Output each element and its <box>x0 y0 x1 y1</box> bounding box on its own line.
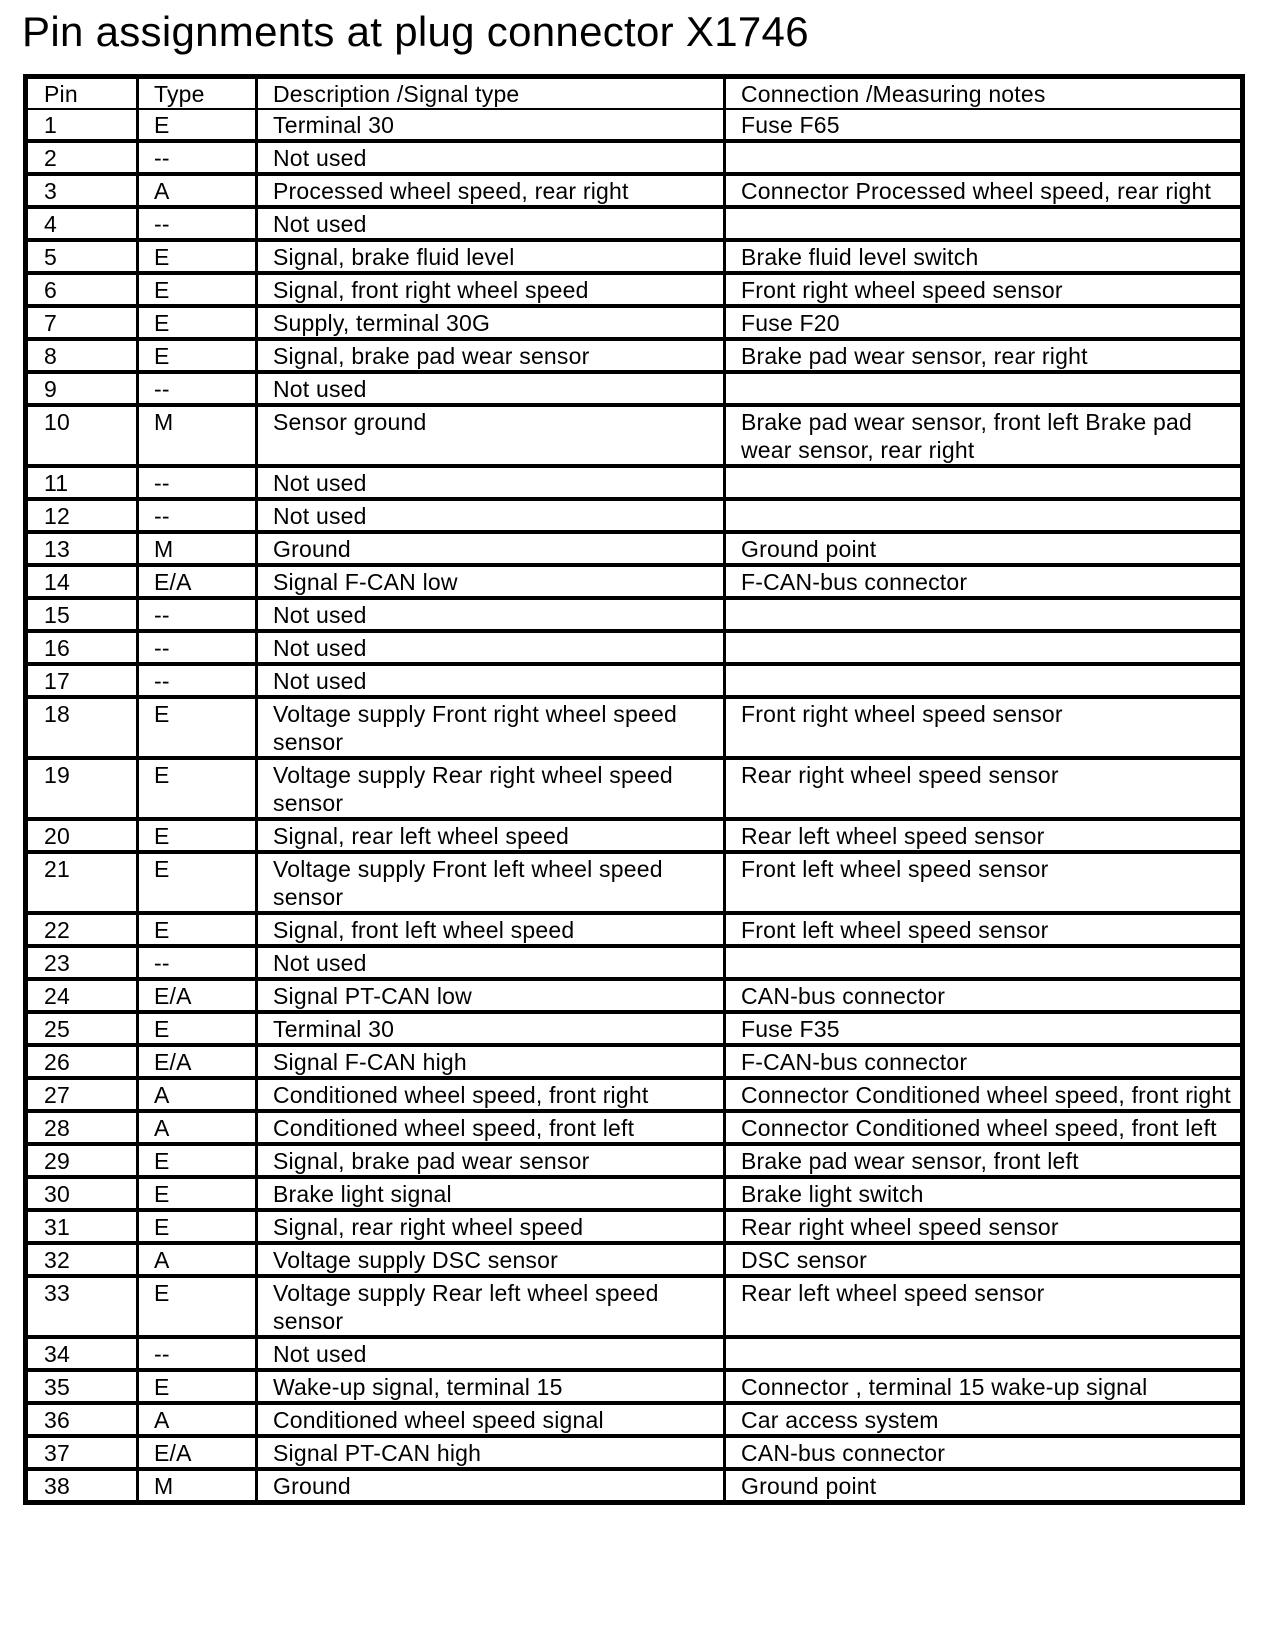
pin-cell: 11 <box>26 466 138 499</box>
connection-cell <box>725 1337 1243 1370</box>
type-cell: -- <box>138 1337 257 1370</box>
connection-cell: Brake light switch <box>725 1177 1243 1210</box>
type-cell: -- <box>138 207 257 240</box>
type-cell: A <box>138 1078 257 1111</box>
description-cell: Terminal 30 <box>257 109 725 141</box>
type-cell: E <box>138 852 257 913</box>
table-row <box>26 1243 1243 1276</box>
description-cell: Signal, front right wheel speed <box>257 273 725 306</box>
description-cell: Wake-up signal, terminal 15 <box>257 1370 725 1403</box>
table-row <box>26 1337 1243 1370</box>
connection-cell: F-CAN-bus connector <box>725 1045 1243 1078</box>
pin-cell: 32 <box>26 1243 138 1276</box>
description-cell: Signal PT-CAN high <box>257 1436 725 1469</box>
type-cell: E/A <box>138 1045 257 1078</box>
description-cell: Sensor ground <box>257 405 725 466</box>
connection-cell: Front left wheel speed sensor <box>725 852 1243 913</box>
table-row <box>26 273 1243 306</box>
connection-cell: Ground point <box>725 532 1243 565</box>
type-cell: -- <box>138 466 257 499</box>
pin-cell: 36 <box>26 1403 138 1436</box>
type-cell: E <box>138 1012 257 1045</box>
table-row <box>26 466 1243 499</box>
pin-cell: 17 <box>26 664 138 697</box>
table-row <box>26 372 1243 405</box>
table-row <box>26 1210 1243 1243</box>
description-cell: Not used <box>257 372 725 405</box>
description-cell: Not used <box>257 631 725 664</box>
table-row <box>26 306 1243 339</box>
table-row <box>26 1012 1243 1045</box>
connection-cell <box>725 631 1243 664</box>
type-cell: -- <box>138 141 257 174</box>
table-row <box>26 913 1243 946</box>
table-row <box>26 946 1243 979</box>
description-cell: Not used <box>257 141 725 174</box>
pin-cell: 6 <box>26 273 138 306</box>
description-cell: Not used <box>257 466 725 499</box>
pin-cell: 9 <box>26 372 138 405</box>
table-row <box>26 240 1243 273</box>
type-cell: E <box>138 913 257 946</box>
page-title: Pin assignments at plug connector X1746 <box>22 8 809 55</box>
description-cell: Not used <box>257 207 725 240</box>
table-row <box>26 174 1243 207</box>
pin-cell: 26 <box>26 1045 138 1078</box>
type-cell: -- <box>138 499 257 532</box>
connection-cell: Brake pad wear sensor, rear right <box>725 339 1243 372</box>
pin-cell: 22 <box>26 913 138 946</box>
description-cell: Signal F-CAN high <box>257 1045 725 1078</box>
type-cell: E/A <box>138 565 257 598</box>
type-cell: E <box>138 240 257 273</box>
type-cell: -- <box>138 946 257 979</box>
pin-cell: 16 <box>26 631 138 664</box>
table-row <box>26 1045 1243 1078</box>
pin-cell: 31 <box>26 1210 138 1243</box>
table-row <box>26 141 1243 174</box>
connection-cell: Fuse F35 <box>725 1012 1243 1045</box>
pin-cell: 7 <box>26 306 138 339</box>
connection-cell: Connector Processed wheel speed, rear right <box>725 174 1243 207</box>
connection-cell <box>725 598 1243 631</box>
description-cell: Voltage supply DSC sensor <box>257 1243 725 1276</box>
table-row <box>26 1370 1243 1403</box>
description-cell: Signal, front left wheel speed <box>257 913 725 946</box>
connection-cell: Front right wheel speed sensor <box>725 697 1243 758</box>
connection-cell: Brake fluid level switch <box>725 240 1243 273</box>
table-row <box>26 565 1243 598</box>
connection-cell <box>725 946 1243 979</box>
connection-cell: CAN-bus connector <box>725 979 1243 1012</box>
pin-cell: 28 <box>26 1111 138 1144</box>
pin-cell: 15 <box>26 598 138 631</box>
table-row <box>26 819 1243 852</box>
connection-cell: Car access system <box>725 1403 1243 1436</box>
connection-cell: Ground point <box>725 1469 1243 1503</box>
type-cell: A <box>138 1111 257 1144</box>
connection-cell: F-CAN-bus connector <box>725 565 1243 598</box>
pin-cell: 5 <box>26 240 138 273</box>
description-cell: Signal, brake pad wear sensor <box>257 339 725 372</box>
table-row <box>26 631 1243 664</box>
type-cell: M <box>138 532 257 565</box>
pin-cell: 29 <box>26 1144 138 1177</box>
column-header-pin: Pin <box>26 77 138 110</box>
table-row <box>26 697 1243 758</box>
connection-cell: Connector Conditioned wheel speed, front right <box>725 1078 1243 1111</box>
pin-cell: 38 <box>26 1469 138 1503</box>
connection-cell: Fuse F65 <box>725 109 1243 141</box>
table-row <box>26 1469 1243 1503</box>
pin-cell: 2 <box>26 141 138 174</box>
pin-assignment-table <box>23 74 1245 1505</box>
table-row <box>26 1144 1243 1177</box>
connection-cell: Front left wheel speed sensor <box>725 913 1243 946</box>
connection-cell <box>725 499 1243 532</box>
type-cell: M <box>138 1469 257 1503</box>
description-cell: Conditioned wheel speed signal <box>257 1403 725 1436</box>
description-cell: Signal, rear left wheel speed <box>257 819 725 852</box>
pin-cell: 30 <box>26 1177 138 1210</box>
description-cell: Not used <box>257 499 725 532</box>
description-cell: Signal F-CAN low <box>257 565 725 598</box>
table-row <box>26 598 1243 631</box>
type-cell: E <box>138 1370 257 1403</box>
connection-cell <box>725 664 1243 697</box>
column-header-type: Type <box>138 77 257 110</box>
description-cell: Ground <box>257 1469 725 1503</box>
connection-cell: Rear left wheel speed sensor <box>725 1276 1243 1337</box>
connection-cell: Rear right wheel speed sensor <box>725 758 1243 819</box>
pin-cell: 1 <box>26 109 138 141</box>
type-cell: E <box>138 1177 257 1210</box>
type-cell: E <box>138 273 257 306</box>
table-row <box>26 1111 1243 1144</box>
type-cell: E <box>138 1276 257 1337</box>
type-cell: A <box>138 1403 257 1436</box>
connection-cell <box>725 141 1243 174</box>
type-cell: E <box>138 109 257 141</box>
connection-cell: Brake pad wear sensor, front left Brake pad wear sensor, rear right <box>725 405 1243 466</box>
type-cell: -- <box>138 598 257 631</box>
connection-cell: Brake pad wear sensor, front left <box>725 1144 1243 1177</box>
connection-cell: CAN-bus connector <box>725 1436 1243 1469</box>
table-row <box>26 405 1243 466</box>
type-cell: E <box>138 697 257 758</box>
table-row <box>26 499 1243 532</box>
connection-cell: Connector Conditioned wheel speed, front left <box>725 1111 1243 1144</box>
table-row <box>26 852 1243 913</box>
table-row <box>26 1403 1243 1436</box>
pin-cell: 12 <box>26 499 138 532</box>
type-cell: -- <box>138 372 257 405</box>
table-row <box>26 207 1243 240</box>
description-cell: Conditioned wheel speed, front right <box>257 1078 725 1111</box>
pin-cell: 13 <box>26 532 138 565</box>
type-cell: E <box>138 758 257 819</box>
table-row <box>26 1078 1243 1111</box>
table-row <box>26 664 1243 697</box>
description-cell: Signal, brake pad wear sensor <box>257 1144 725 1177</box>
description-cell: Not used <box>257 664 725 697</box>
description-cell: Not used <box>257 598 725 631</box>
type-cell: E <box>138 306 257 339</box>
pin-cell: 34 <box>26 1337 138 1370</box>
description-cell: Processed wheel speed, rear right <box>257 174 725 207</box>
pin-cell: 24 <box>26 979 138 1012</box>
type-cell: E <box>138 339 257 372</box>
connection-cell <box>725 466 1243 499</box>
connection-cell: Front right wheel speed sensor <box>725 273 1243 306</box>
pin-cell: 10 <box>26 405 138 466</box>
type-cell: E <box>138 1210 257 1243</box>
pin-cell: 19 <box>26 758 138 819</box>
column-header-description: Description /Signal type <box>257 77 725 110</box>
pin-cell: 23 <box>26 946 138 979</box>
table-row <box>26 758 1243 819</box>
description-cell: Not used <box>257 946 725 979</box>
description-cell: Voltage supply Front right wheel speed sensor <box>257 697 725 758</box>
description-cell: Terminal 30 <box>257 1012 725 1045</box>
connection-cell <box>725 372 1243 405</box>
description-cell: Signal PT-CAN low <box>257 979 725 1012</box>
table-row <box>26 1177 1243 1210</box>
table-row <box>26 1436 1243 1469</box>
type-cell: E <box>138 819 257 852</box>
pin-cell: 20 <box>26 819 138 852</box>
description-cell: Voltage supply Rear left wheel speed sensor <box>257 1276 725 1337</box>
description-cell: Signal, brake fluid level <box>257 240 725 273</box>
pin-cell: 4 <box>26 207 138 240</box>
pin-cell: 14 <box>26 565 138 598</box>
table-row <box>26 339 1243 372</box>
pin-cell: 21 <box>26 852 138 913</box>
pin-cell: 35 <box>26 1370 138 1403</box>
type-cell: A <box>138 174 257 207</box>
pin-cell: 3 <box>26 174 138 207</box>
description-cell: Not used <box>257 1337 725 1370</box>
description-cell: Conditioned wheel speed, front left <box>257 1111 725 1144</box>
pin-cell: 8 <box>26 339 138 372</box>
description-cell: Signal, rear right wheel speed <box>257 1210 725 1243</box>
pin-cell: 25 <box>26 1012 138 1045</box>
connection-cell <box>725 207 1243 240</box>
table-row <box>26 979 1243 1012</box>
description-cell: Brake light signal <box>257 1177 725 1210</box>
type-cell: M <box>138 405 257 466</box>
type-cell: E <box>138 1144 257 1177</box>
type-cell: E/A <box>138 979 257 1012</box>
pin-cell: 37 <box>26 1436 138 1469</box>
table-row <box>26 109 1243 141</box>
description-cell: Voltage supply Rear right wheel speed sensor <box>257 758 725 819</box>
connection-cell: DSC sensor <box>725 1243 1243 1276</box>
pin-cell: 18 <box>26 697 138 758</box>
pin-cell: 33 <box>26 1276 138 1337</box>
pin-cell: 27 <box>26 1078 138 1111</box>
description-cell: Supply, terminal 30G <box>257 306 725 339</box>
connection-cell: Fuse F20 <box>725 306 1243 339</box>
table-row <box>26 1276 1243 1337</box>
description-cell: Ground <box>257 532 725 565</box>
connection-cell: Rear left wheel speed sensor <box>725 819 1243 852</box>
type-cell: A <box>138 1243 257 1276</box>
connection-cell: Rear right wheel speed sensor <box>725 1210 1243 1243</box>
table-header-row <box>26 77 1243 110</box>
type-cell: E/A <box>138 1436 257 1469</box>
connection-cell: Connector , terminal 15 wake-up signal <box>725 1370 1243 1403</box>
column-header-connection: Connection /Measuring notes <box>725 77 1243 110</box>
description-cell: Voltage supply Front left wheel speed sensor <box>257 852 725 913</box>
type-cell: -- <box>138 631 257 664</box>
table-row <box>26 532 1243 565</box>
type-cell: -- <box>138 664 257 697</box>
